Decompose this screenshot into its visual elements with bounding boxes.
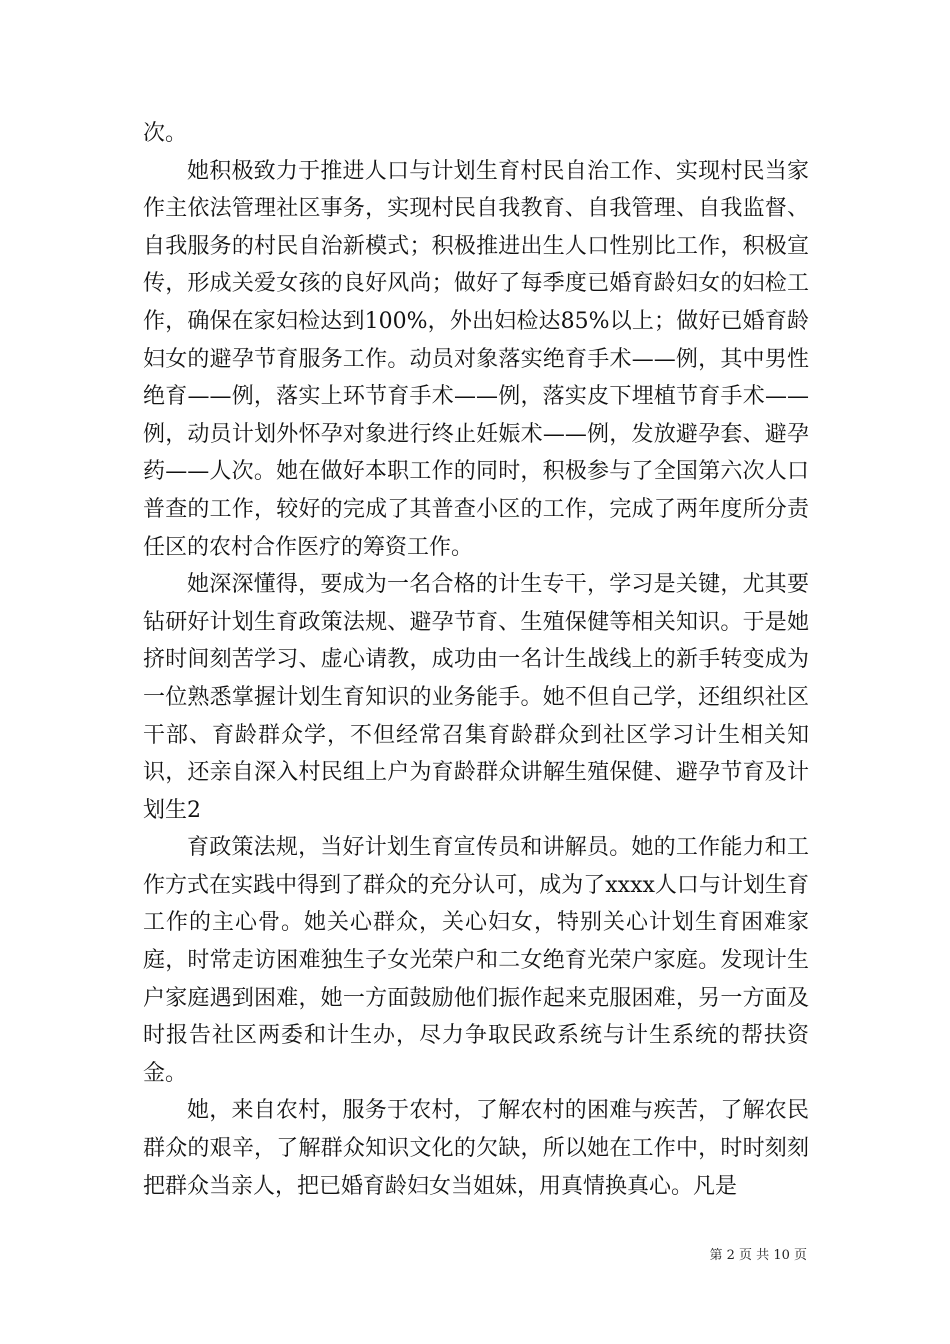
paragraph-3: 她深深懂得，要成为一名合格的计生专干，学习是关键，尤其要钻研好计划生育政策法规、避孕节育、生殖保健等相关知识。于是她挤时间刻苦学习、虚心请教，成功由一名计生战线上的新手转变成为一位熟悉掌握计划生育知识的业务能手。她不但自己学，还组织社区干部、育龄群众学，不但经常召集育龄群众到社区学习计生相关知识，还亲自深入村民组上户为育龄群众讲解生殖保健、避孕节育及计划生2 <box>143 572 809 823</box>
document-body <box>143 115 809 1205</box>
page-number-footer: 第 2 页 共 10 页 <box>709 1248 807 1263</box>
paragraph-5: 她，来自农村，服务于农村，了解农村的困难与疾苦，了解农民群众的艰辛，了解群众知识文化的欠缺，所以她在工作中，时时刻刻把群众当亲人，把已婚育龄妇女当姐妹，用真情换真心。凡是 <box>143 1098 809 1199</box>
paragraph-1: 次。 <box>143 121 188 146</box>
paragraph-2: 她积极致力于推进人口与计划生育村民自治工作、实现村民当家作主依法管理社区事务，实现村民自我教育、自我管理、自我监督、自我服务的村民自治新模式；积极推进出生人口性别比工作，积极宣传，形成关爱女孩的良好风尚；做好了每季度已婚育龄妇女的妇检工作，确保在家妇检达到100%，外出妇检达85%以上；做好已婚育龄妇女的避孕节育服务工作。动员对象落实绝育手术——例，其中男性绝育——例，落实上环节育手术——例，落实皮下埋植节育手术——例，动员计划外怀孕对象进行终止妊娠术——例，发放避孕套、避孕药——人次。她在做好本职工作的同时，积极参与了全国第六次人口普查的工作，较好的完成了其普查小区的工作，完成了两年度所分责任区的农村合作医疗的筹资工作。 <box>143 158 809 560</box>
paragraph-4: 育政策法规，当好计划生育宣传员和讲解员。她的工作能力和工作方式在实践中得到了群众的充分认可，成为了xxxx人口与计划生育工作的主心骨。她关心群众，关心妇女，特别关心计划生育困难家庭，时常走访困难独生子女光荣户和二女绝育光荣户家庭。发现计生户家庭遇到困难，她一方面鼓励他们振作起来克服困难，另一方面及时报告社区两委和计生办，尽力争取民政系统与计生系统的帮扶资金。 <box>143 835 809 1086</box>
